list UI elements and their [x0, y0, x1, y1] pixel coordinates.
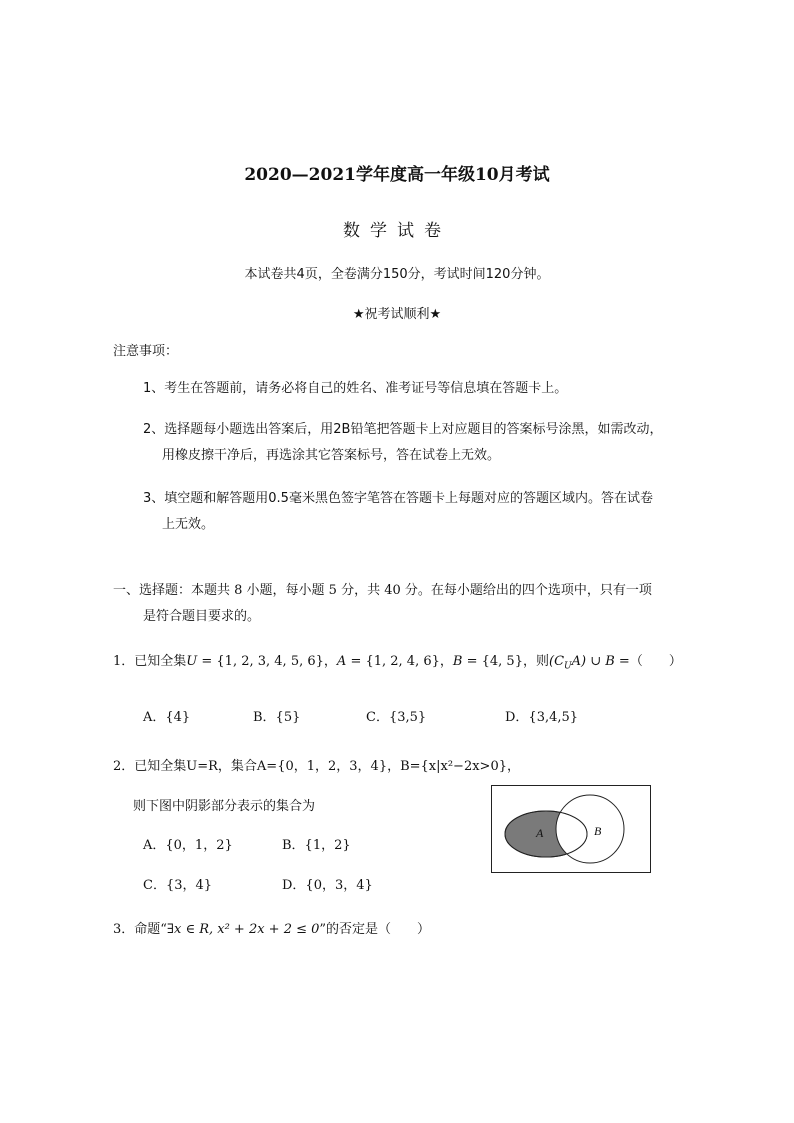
exam-wish: ★祝考试顺利★	[352, 307, 442, 322]
q1-option-b: B．{5}	[253, 710, 301, 725]
section1-intro-line1: 一、选择题：本题共 8 小题，每小题 5 分，共 40 分。在每小题给出的四个选项中，只有一项	[113, 583, 652, 598]
question-2-line1: 2．已知全集U=R，集合A={0，1，2，3，4}，B={x|x²−2x>0}，	[113, 759, 520, 774]
exam-title: 2020—2021学年度高一年级10月考试	[244, 165, 550, 185]
q2-option-d: D．{0，3，4}	[282, 878, 373, 893]
question-2-line2: 则下图中阴影部分表示的集合为	[133, 799, 316, 814]
note-item-3-line2: 上无效。	[162, 517, 215, 532]
q1-set-b-symbol: B	[452, 654, 463, 669]
q1-option-c: C．{3,5}	[366, 710, 427, 725]
venn-label-a: A	[536, 826, 544, 840]
q1-prefix: 1．已知全集	[113, 654, 187, 669]
exam-subject: 数学试卷	[343, 221, 451, 241]
q2-option-a: A．{0，1，2}	[143, 838, 233, 853]
exam-info: 本试卷共4页，全卷满分150分，考试时间120分钟。	[244, 267, 550, 282]
note-item-3-line1: 3、填空题和解答题用0.5毫米黑色签字笔答在答题卡上每题对应的答题区域内。答在试卷	[143, 491, 653, 506]
q3-formula: ∃x ∈ R, x² + 2x + 2 ≤ 0	[166, 922, 320, 937]
q1-expression-sub: U	[564, 661, 572, 672]
question-3	[113, 918, 430, 937]
q1-sep1: ，	[323, 654, 337, 669]
question-1	[113, 650, 682, 672]
q3-prefix: 3．命题“	[113, 922, 167, 937]
q1-set-a: = {1, 2, 4, 6}	[346, 654, 440, 669]
venn-svg	[492, 786, 650, 872]
q1-expression-rest: A) ∪ B =	[571, 654, 630, 669]
venn-label-b: B	[594, 824, 602, 838]
q1-set-u: = {1, 2, 3, 4, 5, 6}	[197, 654, 324, 669]
venn-diagram	[491, 785, 651, 873]
note-item-2-line1: 2、选择题每小题选出答案后，用2B铅笔把答题卡上对应题目的答案标号涂黑，如需改动，	[143, 422, 663, 437]
notes-heading: 注意事项：	[113, 344, 179, 359]
section1-intro-line2: 是符合题目要求的。	[143, 609, 261, 624]
q1-answer-paren: （ ）	[629, 654, 682, 669]
q2-option-c: C．{3，4}	[143, 878, 213, 893]
q1-expression: (C	[549, 654, 565, 669]
q1-sep2: ，	[439, 654, 453, 669]
q2-option-b: B．{1，2}	[282, 838, 351, 853]
q1-ask: ，则	[522, 654, 549, 669]
q1-set-u-symbol: U	[186, 654, 198, 669]
q1-option-a: A．{4}	[143, 710, 191, 725]
q1-set-b: = {4, 5}	[462, 654, 523, 669]
note-item-2-line2: 用橡皮擦干净后，再选涂其它答案标号，答在试卷上无效。	[162, 448, 501, 463]
q1-option-d: D．{3,4,5}	[505, 710, 579, 725]
q3-suffix: ”的否定是（ ）	[319, 922, 431, 937]
note-item-1: 1、考生在答题前，请务必将自己的姓名、准考证号等信息填在答题卡上。	[143, 381, 568, 396]
q1-set-a-symbol: A	[336, 654, 347, 669]
